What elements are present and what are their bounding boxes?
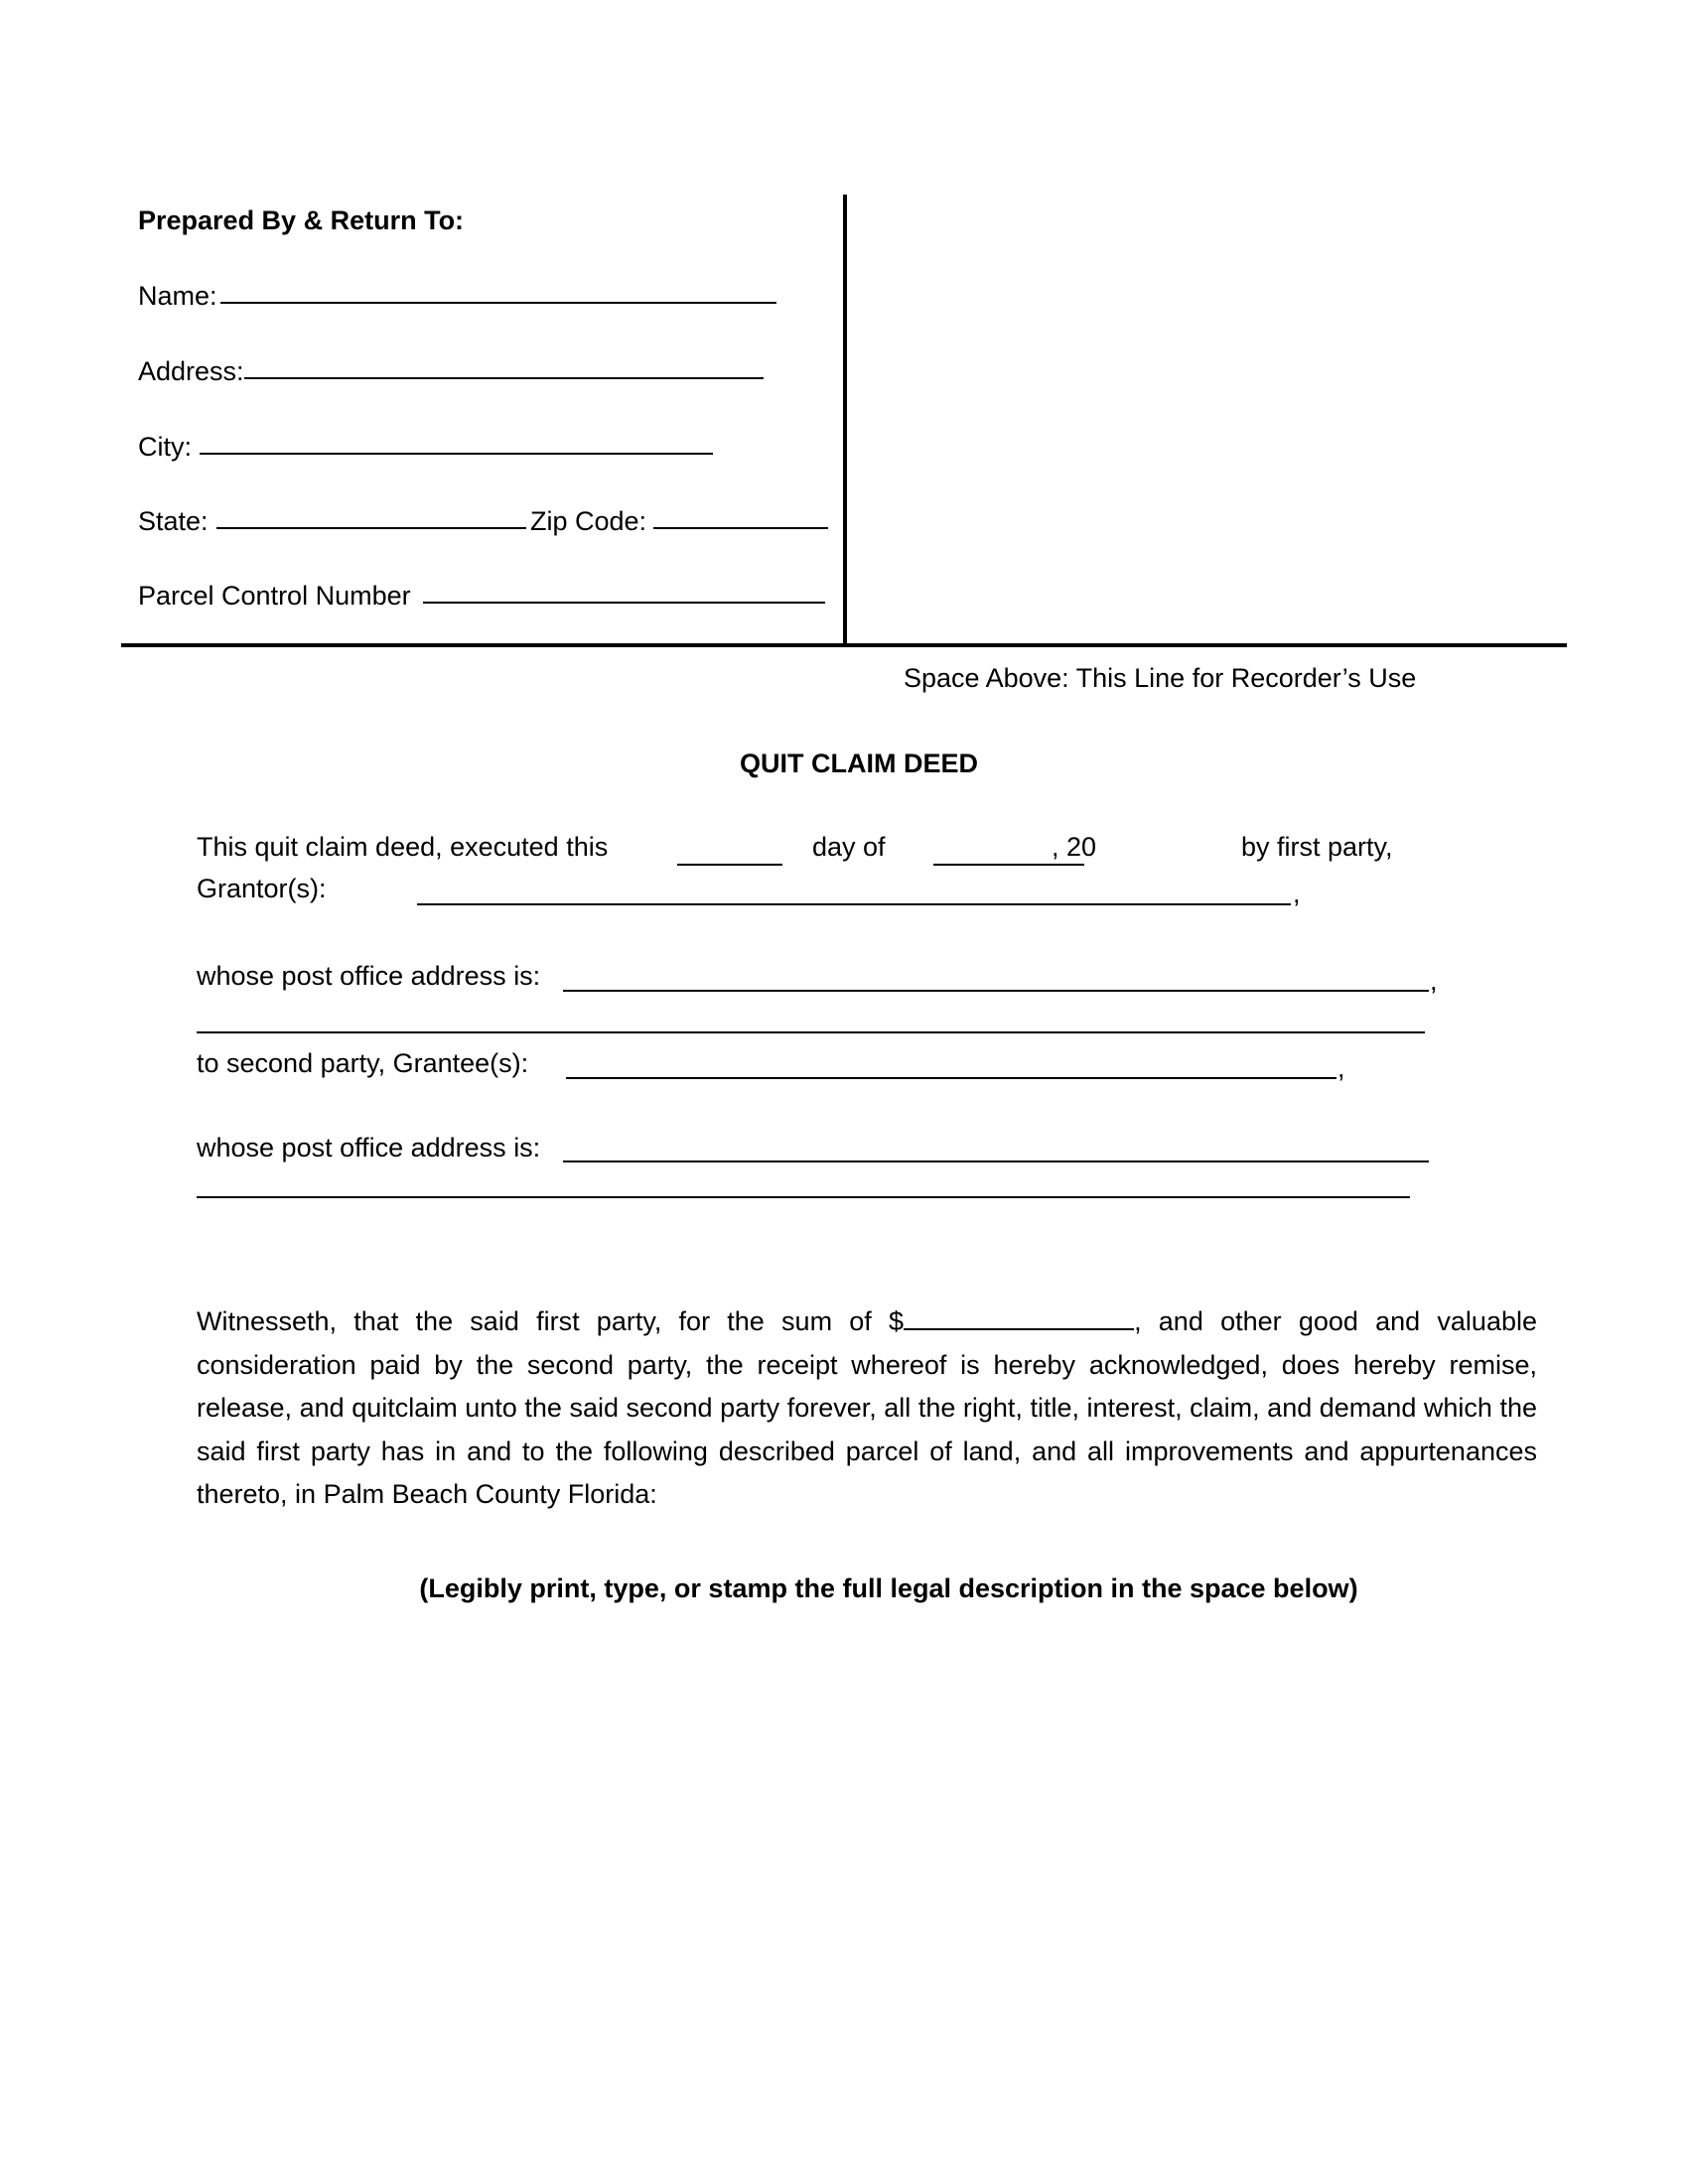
parcel-field[interactable] [423,602,825,604]
address-field[interactable] [244,377,764,379]
witnesseth-text-start: Witnesseth, that the said first party, for the sum of $ [197,1306,905,1336]
day-of-text: day of [812,832,886,862]
page-title: QUIT CLAIM DEED [740,749,978,778]
grantor-address-label: whose post office address is: [197,961,541,991]
address-label: Address: [138,356,244,386]
grantee-address-field-2[interactable] [197,1196,1410,1198]
recorder-box-divider [843,195,847,645]
legal-description-instruction: (Legibly print, type, or stamp the full legal description in the space below) [419,1573,1358,1603]
consideration-amount-field[interactable] [904,1306,1134,1330]
state-field[interactable] [216,527,526,529]
grantee-address-field-1[interactable] [563,1160,1429,1162]
by-first-party-text: by first party, [1241,832,1393,862]
witnesseth-text-rest: , and other good and valuable consideration paid by the second party, the receipt whereof is hereby acknowledged, does hereby remise, release, and quitclaim unto the said second party forever, all the right, title, interest, claim, and demand which the said first party has in and to the following described parcel of land, and all improvements and appurtenances thereto, in Palm Beach County Florida: [197,1306,1537,1509]
prepared-by-heading: Prepared By & Return To: [138,205,465,235]
city-label: City: [138,432,192,462]
state-label: State: [138,506,209,536]
name-field[interactable] [220,302,776,304]
year-prefix: , 20 [1052,832,1097,862]
grantor-address-field-1[interactable] [563,990,1429,992]
day-field[interactable] [677,864,782,866]
month-field[interactable] [933,864,1084,866]
grantee-field[interactable] [566,1077,1336,1079]
grantor-address-field-2[interactable] [197,1031,1425,1033]
grantee-label: to second party, Grantee(s): [197,1048,529,1078]
recorder-box-bottom-rule [121,643,1567,647]
legal-description-area[interactable] [197,1628,1537,2105]
grantor-label: Grantor(s): [197,874,327,903]
recorder-note: Space Above: This Line for Recorder’s Use [904,663,1417,693]
zip-label: Zip Code: [530,506,647,536]
grantor-address-comma: , [1430,966,1438,996]
witnesseth-paragraph [197,1300,1537,1517]
parcel-label: Parcel Control Number [138,581,411,611]
grantor-comma: , [1293,879,1301,908]
executed-this-text: This quit claim deed, executed this [197,832,609,862]
name-label: Name: [138,281,217,311]
grantee-address-label: whose post office address is: [197,1133,541,1162]
grantor-field[interactable] [417,903,1291,905]
grantee-comma: , [1337,1053,1345,1083]
zip-field[interactable] [653,527,828,529]
city-field[interactable] [200,453,713,455]
